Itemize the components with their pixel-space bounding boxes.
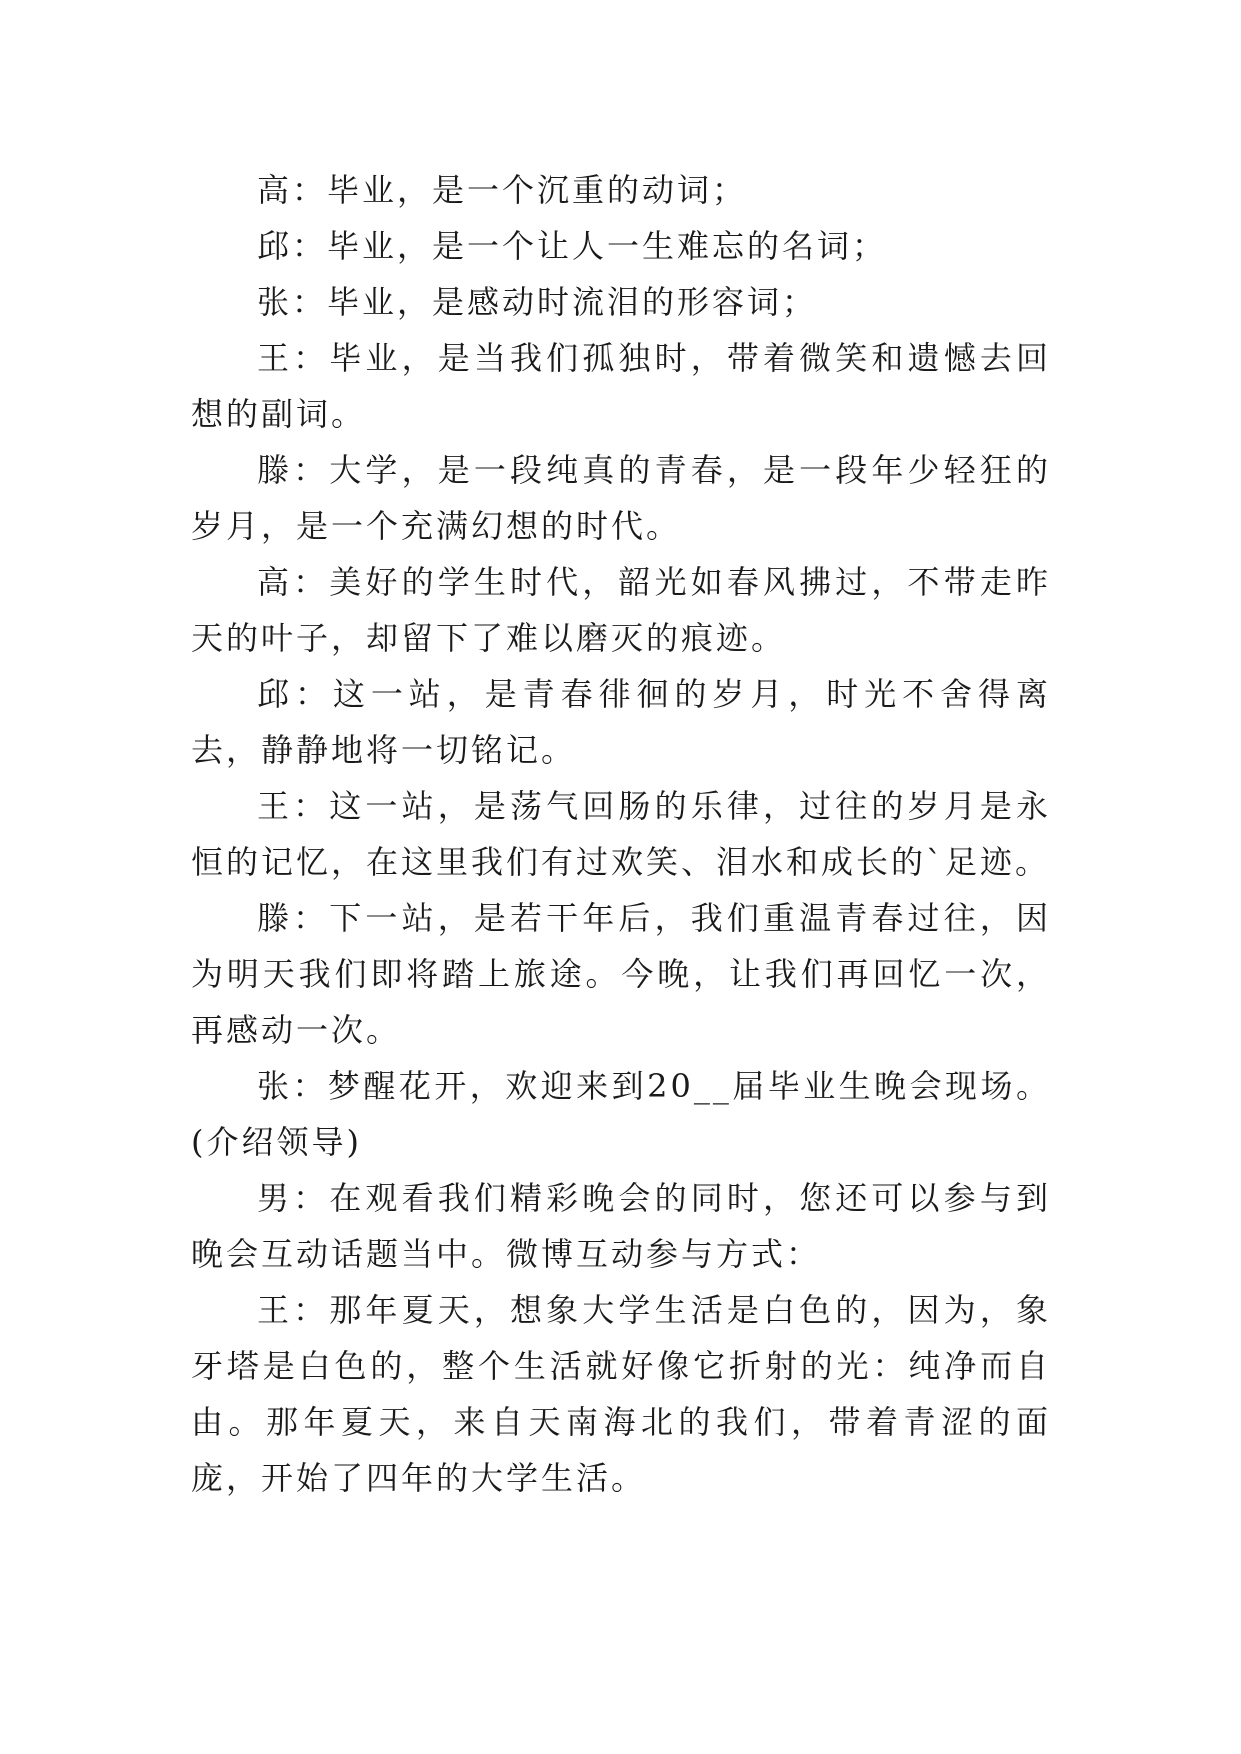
paragraph-1: 高：毕业，是一个沉重的动词； [257,171,748,209]
paragraph-3: 张：毕业，是感动时流泪的形容词； [257,283,818,321]
paragraph-8: 王：这一站，是荡气回肠的乐律，过往的岁月是永恒的记忆，在这里我们有过欢笑、泪水和成长的`足迹。 [191,787,1051,881]
document-body [191,162,1051,1506]
paragraph-11: 男：在观看我们精彩晚会的同时，您还可以参与到晚会互动话题当中。微博互动参与方式： [191,1179,1051,1273]
paragraph-2: 邱：毕业，是一个让人一生难忘的名词； [257,227,888,265]
paragraph-4: 王：毕业，是当我们孤独时，带着微笑和遗憾去回想的副词。 [191,339,1051,433]
paragraph-12: 王：那年夏天，想象大学生活是白色的，因为，象牙塔是白色的，整个生活就好像它折射的光：纯净而自由。那年夏天，来自天南海北的我们，带着青涩的面庞，开始了四年的大学生活。 [191,1291,1051,1497]
paragraph-9: 滕：下一站，是若干年后，我们重温青春过往，因为明天我们即将踏上旅途。今晚，让我们再回忆一次，再感动一次。 [191,899,1051,1049]
paragraph-5: 滕：大学，是一段纯真的青春，是一段年少轻狂的岁月，是一个充满幻想的时代。 [191,451,1051,545]
paragraph-6: 高：美好的学生时代，韶光如春风拂过，不带走昨天的叶子，却留下了难以磨灭的痕迹。 [191,563,1051,657]
paragraph-7: 邱：这一站，是青春徘徊的岁月，时光不舍得离去，静静地将一切铭记。 [191,675,1051,769]
paragraph-10: 张：梦醒花开，欢迎来到20__届毕业生晚会现场。(介绍领导) [191,1067,1051,1161]
